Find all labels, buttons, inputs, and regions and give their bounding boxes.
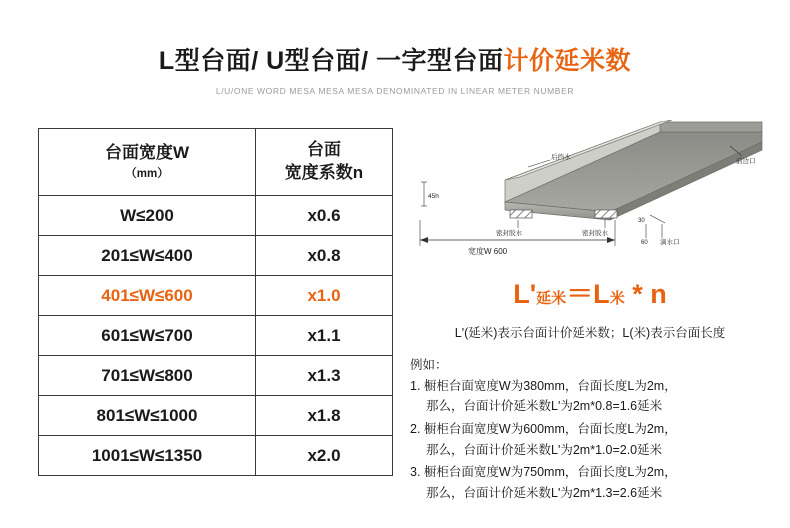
dimension-arrow-right [607,237,615,243]
label-sealant-left: 密封胶水 [496,230,522,237]
cell-coefficient: x2.0 [256,436,393,476]
example-line-1: 1. 橱柜台面宽度W为380mm，台面长度L为2m， [410,378,677,393]
ratio-table-body [39,129,393,476]
table-row [39,396,393,436]
formula-caption: L'(延米)表示台面计价延米数；L(米)表示台面长度 [454,326,726,340]
ratio-table-container [38,128,390,476]
formula-yanmi: 延米 [536,290,567,307]
header-cell-width [39,129,256,196]
header-coefficient-label-2: 宽度系数n [284,163,364,182]
label-height-45h: 45h [428,193,439,200]
formula-line [410,272,770,311]
example-line-2: 那么，台面计价延米数L'为2m*1.0=2.0延米 [426,442,663,457]
formula-equals: ＝L [566,279,610,309]
table-header-row [39,129,393,196]
example-line-2: 那么，台面计价延米数L'为2m*0.8=1.6延米 [426,399,663,414]
table-row [39,196,393,236]
header-width-label: 台面宽度W [104,142,190,162]
cell-width-range: 601≤W≤700 [39,316,256,356]
leader-line-drip [650,215,665,223]
label-depth-30: 30 [638,218,645,224]
support-block-left [510,210,532,218]
support-block-right [595,210,617,218]
page-title-prefix: L型台面/ U型台面/ 一字型台面 [158,47,504,75]
table-row [39,316,393,356]
page-subtitle: L/U/ONE WORD MESA MESA MESA DENOMINATED IN LINEAR METER NUMBER [215,85,575,96]
cell-width-range: 801≤W≤1000 [39,396,256,436]
formula-multiplier: * n [632,279,667,309]
dimension-arrow-left [420,237,428,243]
label-depth-60: 60 [641,240,648,246]
example-line-1: 3. 橱柜台面宽度W为750mm，台面长度L为2m， [410,465,677,480]
cell-width-range: W≤200 [39,196,256,236]
cell-coefficient: x0.8 [256,236,393,276]
page-title-block [0,48,790,96]
label-front-edge: 前边口 [736,158,756,165]
page-title-accent: 计价延米数 [503,47,632,75]
cell-coefficient: x0.6 [256,196,393,236]
cell-coefficient: x1.8 [256,396,393,436]
examples-lead: 例如： [410,358,448,372]
countertop-diagram-svg [410,120,770,260]
cell-width-range: 701≤W≤800 [39,356,256,396]
back-splash-top [660,122,762,132]
example-item [410,376,770,417]
table-row [39,356,393,396]
countertop-diagram [410,120,770,260]
table-row [39,236,393,276]
label-sealant-right: 密封胶水 [582,230,608,237]
cell-width-range: 1001≤W≤1350 [39,436,256,476]
page-title [0,48,790,76]
cell-coefficient: x1.0 [256,276,393,316]
examples-block [410,355,770,503]
example-item [410,419,770,460]
formula-mi: 米 [609,290,625,307]
label-back-splash: 后挡水 [551,154,571,161]
cell-coefficient: x1.1 [256,316,393,356]
right-panel [410,120,770,505]
ratio-table [38,128,393,476]
header-cell-coefficient [256,129,393,196]
example-line-2: 那么，台面计价延米数L'为2m*1.3=2.6延米 [426,485,663,500]
cell-width-range: 401≤W≤600 [39,276,256,316]
table-row [39,436,393,476]
formula-l-prime: L' [513,279,537,309]
label-drip-edge: 滴水口 [660,239,680,246]
cell-coefficient: x1.3 [256,356,393,396]
header-width-unit: （mm） [125,167,169,180]
example-line-1: 2. 橱柜台面宽度W为600mm，台面长度L为2m， [410,421,677,436]
table-row-highlighted [39,276,393,316]
example-item [410,462,770,503]
label-width-dimension: 宽度W 600 [468,247,508,256]
header-coefficient-label-1: 台面 [307,140,341,160]
cell-width-range: 201≤W≤400 [39,236,256,276]
